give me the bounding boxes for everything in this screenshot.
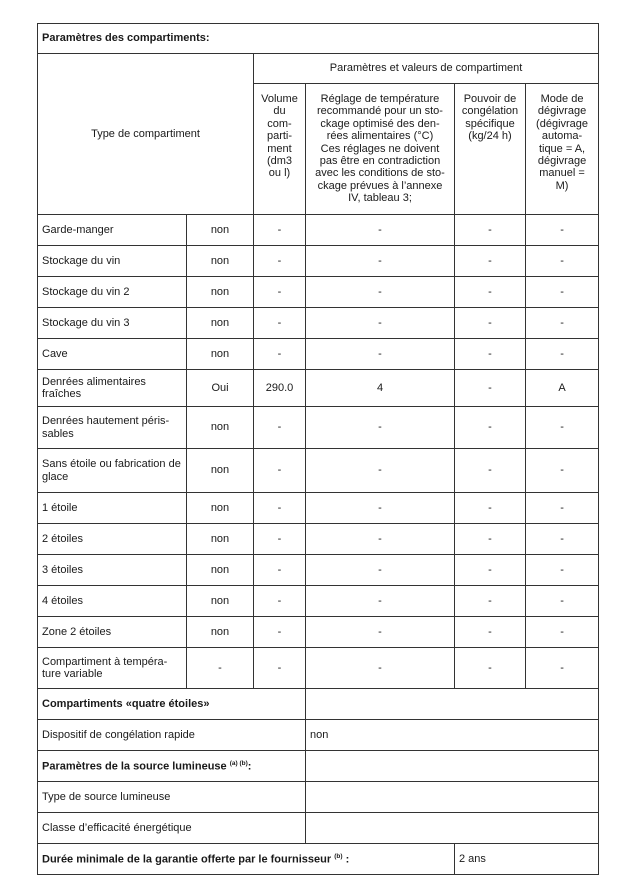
compartment-temperature: - [306, 215, 455, 246]
compartment-name: Denrées alimentaires fraîches [38, 370, 187, 407]
compartment-freezing: - [455, 215, 526, 246]
warranty-colon: : [342, 854, 350, 867]
fast-freeze-label: Dispositif de congélation rapide [38, 720, 306, 751]
compartment-present: non [187, 215, 254, 246]
compartment-defrost: - [526, 524, 599, 555]
compartment-defrost: - [526, 493, 599, 524]
compartment-volume: 290.0 [254, 370, 306, 407]
compartment-defrost: - [526, 555, 599, 586]
compartment-present: non [187, 407, 254, 449]
compartment-defrost: - [526, 215, 599, 246]
compartment-temperature: - [306, 449, 455, 493]
compartment-temperature: - [306, 648, 455, 689]
compartment-volume: - [254, 648, 306, 689]
compartment-name: Zone 2 étoiles [38, 617, 187, 648]
warranty-row [38, 844, 599, 875]
compartment-present: Oui [187, 370, 254, 407]
compartment-present: - [187, 648, 254, 689]
compartment-name: 1 étoile [38, 493, 187, 524]
compartment-freezing: - [455, 339, 526, 370]
compartment-row [38, 586, 599, 617]
compartment-row [38, 308, 599, 339]
compartment-name: Cave [38, 339, 187, 370]
compartment-defrost: - [526, 586, 599, 617]
compartment-freezing: - [455, 277, 526, 308]
compartment-freezing: - [455, 449, 526, 493]
warranty-label [38, 844, 455, 875]
compartment-row [38, 493, 599, 524]
light-class-row [38, 813, 599, 844]
compartment-present: non [187, 339, 254, 370]
compartment-name: Stockage du vin 3 [38, 308, 187, 339]
compartment-defrost: - [526, 648, 599, 689]
compartment-freezing: - [455, 370, 526, 407]
light-type-value [306, 782, 599, 813]
compartment-volume: - [254, 246, 306, 277]
light-heading-refs: (a) (b) [229, 760, 248, 768]
compartment-row [38, 648, 599, 689]
compartment-temperature: - [306, 555, 455, 586]
warranty-value: 2 ans [455, 844, 599, 875]
compartment-temperature: - [306, 617, 455, 648]
compartment-freezing: - [455, 617, 526, 648]
compartment-present: non [187, 524, 254, 555]
four-star-heading-value [306, 689, 599, 720]
light-heading-colon: : [247, 761, 252, 774]
compartment-name: Garde-manger [38, 215, 187, 246]
compartment-volume: - [254, 407, 306, 449]
compartment-row [38, 407, 599, 449]
compartment-name: 2 étoiles [38, 524, 187, 555]
compartment-defrost: - [526, 617, 599, 648]
compartment-freezing: - [455, 648, 526, 689]
compartment-row [38, 370, 599, 407]
compartment-freezing: - [455, 308, 526, 339]
compartment-defrost: - [526, 407, 599, 449]
compartment-freezing: - [455, 246, 526, 277]
compartment-name: Stockage du vin [38, 246, 187, 277]
compartment-name: Denrées hautement péris-sables [38, 407, 187, 449]
compartment-freezing: - [455, 586, 526, 617]
compartment-defrost: - [526, 339, 599, 370]
compartment-present: non [187, 493, 254, 524]
compartment-volume: - [254, 493, 306, 524]
compartment-temperature: - [306, 407, 455, 449]
compartment-present: non [187, 449, 254, 493]
compartment-name: 3 étoiles [38, 555, 187, 586]
compartment-volume: - [254, 339, 306, 370]
compartment-temperature: 4 [306, 370, 455, 407]
compartment-row [38, 246, 599, 277]
fast-freeze-row [38, 720, 599, 751]
compartment-volume: - [254, 586, 306, 617]
compartment-volume: - [254, 555, 306, 586]
warranty-ref: (b) [334, 853, 343, 861]
compartment-volume: - [254, 617, 306, 648]
header-freezing: Pouvoir de congélation spécifique (kg/24 h) [455, 84, 526, 215]
light-type-row [38, 782, 599, 813]
compartment-present: non [187, 555, 254, 586]
compartment-volume: - [254, 449, 306, 493]
compartment-temperature: - [306, 339, 455, 370]
four-star-heading-row [38, 689, 599, 720]
light-heading-text: Paramètres de la source lumineuse [42, 761, 227, 774]
compartment-volume: - [254, 308, 306, 339]
light-class-value [306, 813, 599, 844]
header-type-label: Type de compartiment [38, 54, 254, 215]
light-type-label: Type de source lumineuse [38, 782, 306, 813]
compartment-freezing: - [455, 524, 526, 555]
compartment-defrost: - [526, 449, 599, 493]
compartment-parameters-table [37, 23, 599, 875]
header-temperature: Réglage de température recommandé pour un sto- ckage optimisé des den- rées alimentaires (°C) Ces réglages ne doivent pas être en contradiction avec les conditions de sto- ckage prévues à l’annexe IV, tableau 3; [306, 84, 455, 215]
compartment-present: non [187, 308, 254, 339]
compartment-row [38, 449, 599, 493]
compartment-defrost: A [526, 370, 599, 407]
header-defrost: Mode de dégivrage (dégivrage automa- tique = A, dégivrage manuel = M) [526, 84, 599, 215]
compartment-defrost: - [526, 246, 599, 277]
header-row-1 [38, 54, 599, 84]
compartment-defrost: - [526, 277, 599, 308]
compartment-temperature: - [306, 308, 455, 339]
compartment-present: non [187, 246, 254, 277]
compartment-temperature: - [306, 493, 455, 524]
light-heading-value [306, 751, 599, 782]
compartment-name: Stockage du vin 2 [38, 277, 187, 308]
fast-freeze-value: non [306, 720, 599, 751]
compartment-name: Sans étoile ou fabrication de glace [38, 449, 187, 493]
compartment-volume: - [254, 277, 306, 308]
table-title: Paramètres des compartiments: [38, 24, 599, 54]
compartment-temperature: - [306, 246, 455, 277]
compartment-volume: - [254, 524, 306, 555]
compartment-row [38, 339, 599, 370]
compartment-present: non [187, 277, 254, 308]
title-row [38, 24, 599, 54]
compartment-defrost: - [526, 308, 599, 339]
compartment-present: non [187, 617, 254, 648]
header-volume: Volume du com- parti- ment (dm3 ou l) [254, 84, 306, 215]
compartment-name: Compartiment à tempéra-ture variable [38, 648, 187, 689]
four-star-heading: Compartiments «quatre étoiles» [38, 689, 306, 720]
warranty-label-text: Durée minimale de la garantie offerte par le fournisseur [42, 854, 332, 867]
compartment-row [38, 524, 599, 555]
compartment-temperature: - [306, 277, 455, 308]
compartment-temperature: - [306, 586, 455, 617]
light-class-label: Classe d’efficacité énergétique [38, 813, 306, 844]
compartment-name: 4 étoiles [38, 586, 187, 617]
compartment-row [38, 215, 599, 246]
compartment-freezing: - [455, 555, 526, 586]
light-heading-row [38, 751, 599, 782]
compartment-row [38, 617, 599, 648]
compartment-temperature: - [306, 524, 455, 555]
compartment-freezing: - [455, 407, 526, 449]
compartment-volume: - [254, 215, 306, 246]
light-heading [38, 751, 306, 782]
compartment-row [38, 277, 599, 308]
compartment-freezing: - [455, 493, 526, 524]
compartment-row [38, 555, 599, 586]
compartment-present: non [187, 586, 254, 617]
header-params-group: Paramètres et valeurs de compartiment [254, 54, 599, 84]
